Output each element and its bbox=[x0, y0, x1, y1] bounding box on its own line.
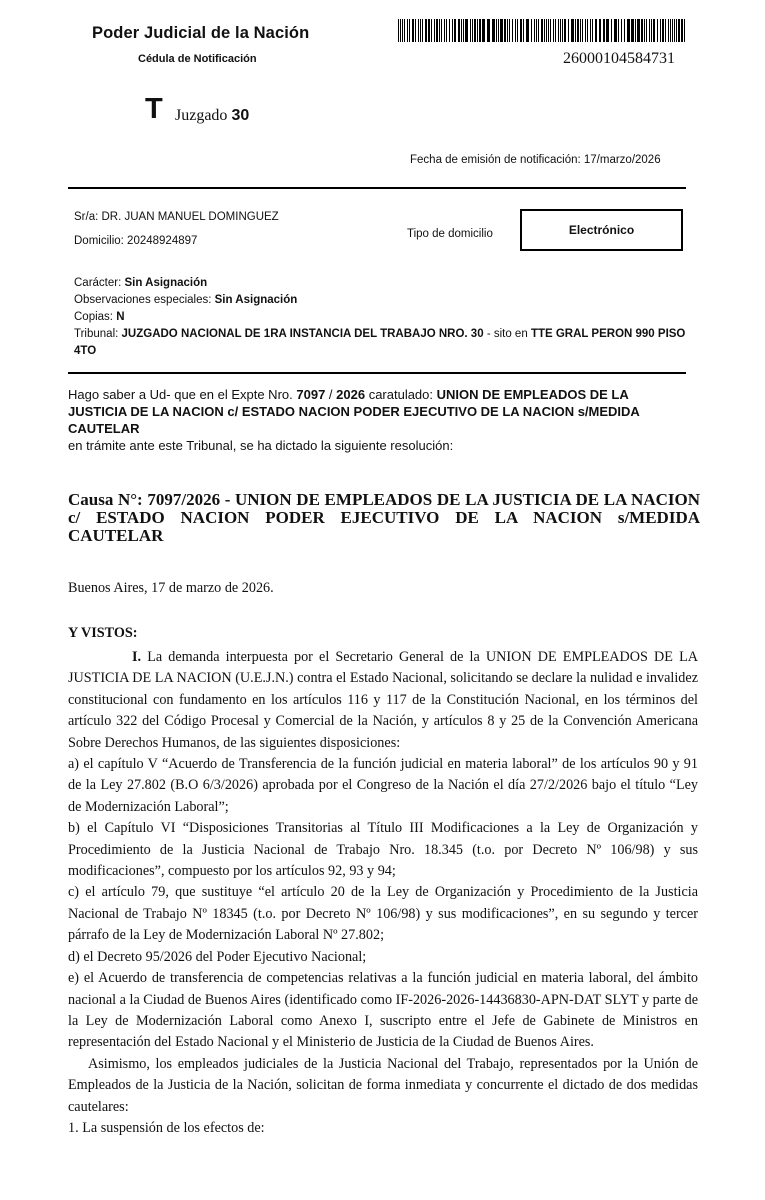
recipient-line bbox=[74, 209, 279, 226]
observaciones-value: Sin Asignación bbox=[214, 294, 298, 306]
juzgado-label: Juzgado bbox=[175, 107, 228, 124]
paragraph-b: b) el Capítulo VI “Disposiciones Transitorias al Título III Modificaciones a la Ley de Organización y Procedimiento de la Justicia Nacional de Trabajo Nro. 18.345 (t.o. por Decreto Nº 106/98) y sus modificaciones”, compuesto por los artículos 92, 93 y 94; bbox=[68, 820, 698, 880]
domicilio-label: Domicilio: bbox=[74, 235, 124, 247]
details-block bbox=[74, 275, 686, 360]
expediente-number: 7097 bbox=[296, 387, 326, 402]
tribunal-line bbox=[74, 326, 686, 360]
paragraph-d: d) el Decreto 95/2026 del Poder Ejecutivo Nacional; bbox=[68, 948, 367, 965]
recipient-name: DR. JUAN MANUEL DOMINGUEZ bbox=[101, 211, 279, 223]
paragraph-i-text: La demanda interpuesta por el Secretario General de la UNION DE EMPLEADOS DE LA JUSTICIA DE LA NACION (U.E.J.N.) contra el Estado Nacional, solicitando se declare la nulidad e invalidez constitucional con fundamento en los artículos 116 y 117 de la Constitución Nacional, en los términos del artículo 322 del Código Procesal y Comercial de la Nación, y artículos 8 y 25 de la Convención Americana Sobre Derechos Humanos, de las siguientes disposiciones: bbox=[68, 649, 698, 751]
notice-paragraph bbox=[68, 386, 686, 454]
expediente-year: 2026 bbox=[336, 387, 366, 402]
causa-heading: Causa N°: 7097/2026 - UNION DE EMPLEADOS DE LA JUSTICIA DE LA NACION c/ ESTADO NACION PODER EJECUTIVO DE LA NACION s/MEDIDA CAUTELAR bbox=[68, 490, 700, 545]
tipo-domicilio-value: Electrónico bbox=[568, 223, 635, 237]
header-divider bbox=[68, 187, 686, 189]
caracter-label: Carácter: bbox=[74, 277, 122, 289]
resolution-body bbox=[68, 647, 698, 1139]
caratulado-label: caratulado: bbox=[368, 387, 434, 402]
paragraph-e: e) el Acuerdo de transferencia de competencias relativas a la función judicial en materia laboral, del ámbito nacional a la Ciudad de Buenos Aires (identificado como IF-2026-2026-14436830-APN-DAT SLYT y parte de la Ley de Modernización Laboral como Anexo I, suscripto entre el Jefe de Gabinete de Ministros en representación del Estado Nacional y el Ministerio de Justicia de la Ciudad de Buenos Aires. bbox=[68, 970, 698, 1051]
tribunal-value: JUZGADO NACIONAL DE 1RA INSTANCIA DEL TRABAJO NRO. 30 bbox=[121, 328, 484, 340]
notice-trailer: en trámite ante este Tribunal, se ha dictado la siguiente resolución: bbox=[68, 438, 454, 453]
caracter-line bbox=[74, 275, 686, 292]
roman-i-label: I. bbox=[132, 649, 142, 665]
paragraph-asimismo: Asimismo, los empleados judiciales de la Justicia Nacional del Trabajo, representados por la Unión de Empleados de la Justicia de la Nación, solicitan de forma inmediata y concurrente el dictado de dos medidas cautelares: bbox=[68, 1055, 698, 1115]
case-caption: UNION DE EMPLEADOS DE LA JUSTICIA DE LA NACION c/ ESTADO NACION PODER EJECUTIVO DE LA NACION s/MEDIDA CAUTELAR bbox=[68, 387, 640, 436]
details-divider bbox=[68, 372, 686, 374]
tipo-domicilio-box bbox=[520, 209, 683, 251]
juzgado-number: 30 bbox=[231, 107, 250, 124]
barcode bbox=[398, 19, 688, 42]
notice-intro: Hago saber a Ud- que en el Expte Nro. bbox=[68, 387, 293, 402]
observaciones-line bbox=[74, 292, 686, 309]
caracter-value: Sin Asignación bbox=[124, 277, 208, 289]
paragraph-1: 1. La suspensión de los efectos de: bbox=[68, 1119, 265, 1136]
issue-date: Fecha de emisión de notificación: 17/marzo/2026 bbox=[410, 154, 661, 166]
copias-label: Copias: bbox=[74, 311, 113, 323]
tribunal-label: Tribunal: bbox=[74, 328, 119, 340]
recipient-label: Sr/a: bbox=[74, 211, 99, 223]
copias-line bbox=[74, 309, 686, 326]
tipo-domicilio-label: Tipo de domicilio bbox=[407, 228, 493, 240]
copias-value: N bbox=[116, 311, 125, 323]
court-letter: T bbox=[145, 93, 163, 125]
tribunal-address: TTE GRAL PERON 990 PISO 4TO bbox=[74, 328, 686, 357]
vistos-heading: Y VISTOS: bbox=[68, 625, 138, 641]
sito-label: - sito en bbox=[486, 328, 528, 340]
barcode-number: 26000104584731 bbox=[563, 50, 675, 67]
juzgado-line bbox=[175, 107, 249, 125]
date-line: Buenos Aires, 17 de marzo de 2026. bbox=[68, 580, 274, 596]
document-type: Cédula de Notificación bbox=[138, 53, 257, 65]
observaciones-label: Observaciones especiales: bbox=[74, 294, 212, 306]
paragraph-c: c) el artículo 79, que sustituye “el artículo 20 de la Ley de Organización y Procedimiento de la Justicia Nacional de Trabajo Nº 18345 (t.o. por Decreto Nº 106/98) y sus modificaciones”, en su segundo y tercer párrafo de la Ley de Modernización Laboral Nº 27.802; bbox=[68, 884, 698, 944]
domicilio-line bbox=[74, 233, 197, 250]
expediente-slash: / bbox=[325, 387, 337, 402]
paragraph-a: a) el capítulo V “Acuerdo de Transferencia de la función judicial en materia laboral” de los artículos 90 y 91 de la Ley 27.802 (B.O 6/3/2026) aprobada por el Congreso de la Nación el día 27/2/2026 bajo el título “Ley de Modernización Laboral”; bbox=[68, 756, 698, 815]
paragraph-i bbox=[68, 647, 698, 754]
court-name: Poder Judicial de la Nación bbox=[92, 24, 310, 42]
domicilio-value: 20248924897 bbox=[127, 235, 198, 247]
